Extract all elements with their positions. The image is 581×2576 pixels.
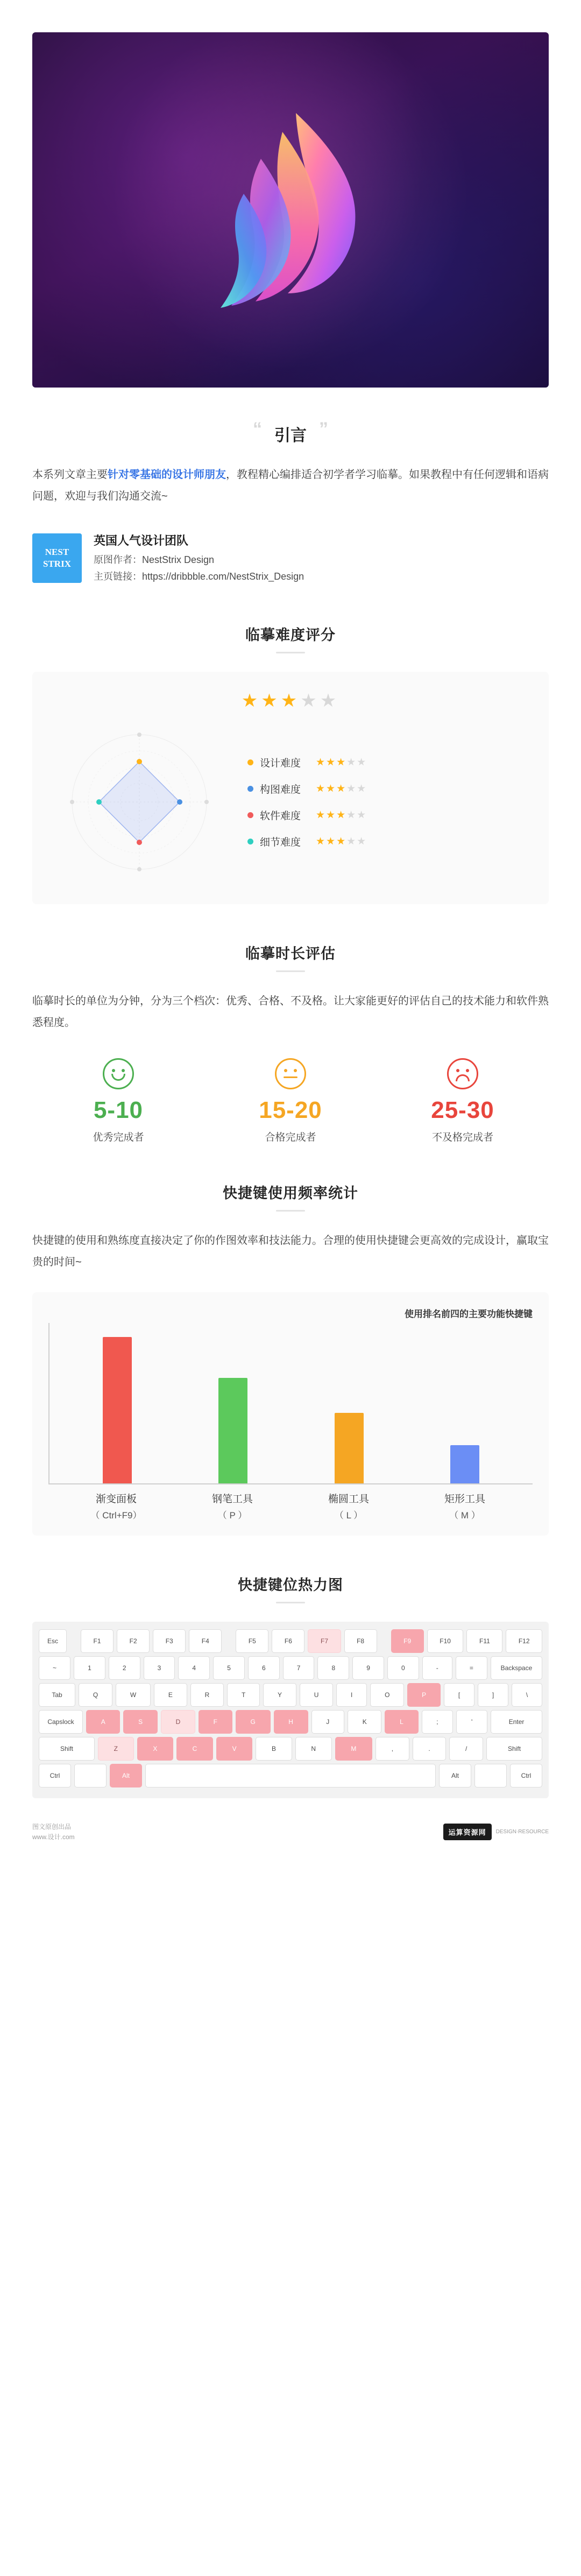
- duration-levels: [32, 1058, 549, 1144]
- legend-dot-composition: [247, 786, 253, 792]
- quote-close-icon: ”: [319, 419, 328, 439]
- key-k[interactable]: K: [348, 1710, 381, 1734]
- legend-stars-off-composition: ★★: [346, 783, 367, 794]
- intro-paragraph-highlight: 针对零基础的设计师朋友: [108, 469, 226, 481]
- bar-pen-tool: [218, 1378, 247, 1483]
- smile-face-icon: [103, 1058, 134, 1089]
- radar-chart: [51, 721, 228, 883]
- key-tab[interactable]: Tab: [39, 1683, 75, 1707]
- key-8[interactable]: 8: [317, 1656, 349, 1680]
- xlabel-pen-tool: 钢笔工具 （ P ）: [211, 1493, 253, 1521]
- overall-rating: [51, 690, 530, 712]
- legend-stars-on-software: ★★★: [316, 809, 347, 821]
- key--[interactable]: ,: [375, 1737, 409, 1761]
- key-m[interactable]: M: [335, 1737, 372, 1761]
- key--[interactable]: .: [413, 1737, 447, 1761]
- duration-caption-pass: 合格完成者: [265, 1131, 316, 1143]
- key-l[interactable]: L: [385, 1710, 418, 1734]
- key-f12[interactable]: F12: [506, 1629, 542, 1653]
- legend-stars-on-composition: ★★★: [316, 783, 347, 794]
- xlabel-ellipse-tool: 椭圆工具 （ L ）: [328, 1493, 369, 1521]
- bar-rect-tool: [450, 1445, 479, 1483]
- key-f3[interactable]: F3: [153, 1629, 186, 1653]
- key-p[interactable]: P: [407, 1683, 441, 1707]
- key--[interactable]: [: [444, 1683, 474, 1707]
- neutral-face-icon: [275, 1058, 306, 1089]
- footer-line2: www.设计.com: [32, 1833, 75, 1841]
- duration-title: 临摹时长评估: [245, 945, 336, 962]
- key-f10[interactable]: F10: [427, 1629, 464, 1653]
- key-f5[interactable]: F5: [236, 1629, 268, 1653]
- key-f6[interactable]: F6: [272, 1629, 304, 1653]
- key-f11[interactable]: F11: [466, 1629, 502, 1653]
- legend-item-software: [247, 802, 530, 828]
- key-enter[interactable]: Enter: [491, 1710, 542, 1734]
- key-blank[interactable]: [74, 1764, 107, 1787]
- key--[interactable]: ;: [422, 1710, 454, 1734]
- key-4[interactable]: 4: [178, 1656, 210, 1680]
- bar-ellipse-tool: [335, 1413, 364, 1483]
- duration-paragraph: 临摹时长的单位为分钟，分为三个档次：优秀、合格、不及格。让大家能更好的评估自己的技术能力和软件熟悉程度。: [32, 995, 549, 1029]
- legend-item-composition: [247, 776, 530, 802]
- legend-label-detail: 细节难度: [260, 836, 301, 848]
- author-card: [32, 531, 549, 586]
- keyboard-row: [39, 1656, 542, 1680]
- key-capslock[interactable]: Capslock: [39, 1710, 83, 1734]
- duration-level-pass: [204, 1058, 377, 1144]
- key-f4[interactable]: F4: [189, 1629, 222, 1653]
- hero-banner: [32, 32, 549, 388]
- key--[interactable]: ~: [39, 1656, 70, 1680]
- key-backspace[interactable]: Backspace: [491, 1656, 542, 1680]
- keyboard-heatmap: [32, 1622, 549, 1798]
- svg-text:STRIX: STRIX: [43, 558, 71, 569]
- legend-label-software: 软件难度: [260, 810, 301, 822]
- key-g[interactable]: G: [236, 1710, 271, 1734]
- legend-stars-off-detail: ★★: [346, 835, 367, 847]
- page-footer: [0, 1814, 581, 1856]
- key-5[interactable]: 5: [213, 1656, 245, 1680]
- intro-paragraph-a: 本系列文章主要: [32, 469, 108, 481]
- legend-stars-off-design: ★★: [346, 756, 367, 768]
- key-ctrl[interactable]: Ctrl: [510, 1764, 542, 1787]
- key-x[interactable]: X: [137, 1737, 173, 1761]
- intro-paragraph: [32, 464, 549, 507]
- key-d[interactable]: D: [161, 1710, 195, 1734]
- duration-level-excellent: [32, 1058, 204, 1144]
- key-y[interactable]: Y: [263, 1683, 296, 1707]
- key--[interactable]: ]: [478, 1683, 508, 1707]
- svg-text:NEST: NEST: [45, 546, 69, 557]
- sad-face-icon: [447, 1058, 478, 1089]
- key-e[interactable]: E: [154, 1683, 187, 1707]
- footer-badge-sub: DESIGN·RESOURCE: [495, 1829, 549, 1835]
- author-info: [94, 531, 304, 586]
- bar-chart-xlabels: [48, 1491, 533, 1524]
- author-original-line: 原图作者：NestStrix Design: [94, 554, 215, 565]
- difficulty-card: [32, 672, 549, 904]
- difficulty-legend: [233, 749, 530, 855]
- duration-level-fail: [377, 1058, 549, 1144]
- key-6[interactable]: 6: [248, 1656, 280, 1680]
- key-j[interactable]: J: [311, 1710, 344, 1734]
- key--[interactable]: -: [422, 1656, 452, 1680]
- key-9[interactable]: 9: [352, 1656, 384, 1680]
- key-u[interactable]: U: [300, 1683, 333, 1707]
- duration-caption-excellent: 优秀完成者: [93, 1131, 144, 1143]
- key-b[interactable]: B: [256, 1737, 292, 1761]
- flame-logo-icon: [202, 108, 379, 312]
- key-h[interactable]: H: [274, 1710, 308, 1734]
- article-page: [0, 32, 581, 1856]
- duration-range-fail: 25-30: [431, 1096, 494, 1123]
- duration-range-excellent: 5-10: [93, 1096, 144, 1123]
- key-0[interactable]: 0: [387, 1656, 419, 1680]
- legend-dot-design: [247, 759, 253, 765]
- keyboard-row: [39, 1737, 542, 1761]
- legend-label-design: 设计难度: [260, 757, 301, 769]
- key-alt[interactable]: Alt: [439, 1764, 471, 1787]
- xlabel-rect-tool: 矩形工具 （ M ）: [444, 1493, 485, 1521]
- bar-gradient-panel: [103, 1337, 132, 1483]
- key-esc[interactable]: Esc: [39, 1629, 67, 1653]
- key-o[interactable]: O: [370, 1683, 404, 1707]
- key--[interactable]: /: [449, 1737, 483, 1761]
- intro-paragraph-b: ，教程精心编排适合初学者学习临摹。如果教程中有任何逻辑和语病问题，欢迎与我们沟通交流~: [32, 469, 549, 502]
- author-homepage-line[interactable]: 主页链接：https://dribbble.com/NestStrix_Design: [94, 571, 304, 582]
- intro-title-wrap: [253, 419, 328, 446]
- key-f1[interactable]: F1: [81, 1629, 114, 1653]
- overall-stars-off: ★★: [300, 690, 340, 711]
- key-t[interactable]: T: [227, 1683, 260, 1707]
- key-c[interactable]: C: [176, 1737, 213, 1761]
- shortcut-freq-title: 快捷键使用频率统计: [223, 1185, 358, 1201]
- key-i[interactable]: I: [336, 1683, 367, 1707]
- key-shift[interactable]: Shift: [486, 1737, 542, 1761]
- key-n[interactable]: N: [295, 1737, 332, 1761]
- key-3[interactable]: 3: [144, 1656, 175, 1680]
- key-shift[interactable]: Shift: [39, 1737, 95, 1761]
- key-w[interactable]: W: [116, 1683, 151, 1707]
- footer-line1: 图文原创出品: [32, 1822, 72, 1831]
- key-ctrl[interactable]: Ctrl: [39, 1764, 71, 1787]
- key-gap: [380, 1629, 388, 1653]
- key-r[interactable]: R: [190, 1683, 224, 1707]
- key-alt[interactable]: Alt: [110, 1764, 142, 1787]
- key--[interactable]: \: [512, 1683, 542, 1707]
- difficulty-rule: [276, 652, 305, 653]
- legend-label-composition: 构图难度: [260, 784, 301, 796]
- key-1[interactable]: 1: [74, 1656, 105, 1680]
- duration-rule: [276, 970, 305, 972]
- overall-stars-on: ★★★: [241, 690, 301, 711]
- key-f[interactable]: F: [199, 1710, 232, 1734]
- keyboard-row: [39, 1764, 542, 1787]
- key-gap: [70, 1629, 77, 1653]
- xlabel-gradient-panel: 渐变面板 （ Ctrl+F9）: [90, 1493, 142, 1521]
- key-blank[interactable]: [474, 1764, 507, 1787]
- key-f2[interactable]: F2: [117, 1629, 150, 1653]
- legend-stars-off-software: ★★: [346, 809, 367, 821]
- author-name: 英国人气设计团队: [94, 534, 189, 547]
- difficulty-title: 临摹难度评分: [245, 627, 336, 643]
- quote-open-icon: “: [253, 419, 262, 439]
- key-q[interactable]: Q: [79, 1683, 112, 1707]
- legend-item-design: [247, 749, 530, 776]
- legend-stars-on-detail: ★★★: [316, 835, 347, 847]
- key-v[interactable]: V: [216, 1737, 252, 1761]
- keyboard-row: [39, 1629, 542, 1653]
- key-f7[interactable]: F7: [308, 1629, 341, 1653]
- intro-heading: [32, 419, 549, 446]
- legend-dot-software: [247, 812, 253, 818]
- key-s[interactable]: S: [123, 1710, 157, 1734]
- key-2[interactable]: 2: [109, 1656, 140, 1680]
- key-z[interactable]: Z: [98, 1737, 134, 1761]
- bar-chart-plot: [48, 1323, 533, 1484]
- duration-range-pass: 15-20: [259, 1096, 322, 1123]
- key-7[interactable]: 7: [283, 1656, 315, 1680]
- key-f9[interactable]: F9: [391, 1629, 424, 1653]
- legend-dot-detail: [247, 839, 253, 844]
- key-f8[interactable]: F8: [344, 1629, 377, 1653]
- footer-badge: 运算资源网: [443, 1824, 492, 1840]
- bar-chart-card: [32, 1292, 549, 1536]
- bar-chart-title: 使用排名前四的主要功能快捷键: [405, 1308, 533, 1319]
- shortcut-freq-rule: [276, 1210, 305, 1212]
- key--[interactable]: ': [456, 1710, 487, 1734]
- legend-stars-on-design: ★★★: [316, 756, 347, 768]
- key--[interactable]: =: [456, 1656, 487, 1680]
- heatmap-rule: [276, 1602, 305, 1603]
- intro-title: 引言: [274, 427, 307, 445]
- legend-item-detail: [247, 828, 530, 855]
- footer-right: [443, 1824, 549, 1840]
- key-gap: [225, 1629, 232, 1653]
- shortcut-freq-paragraph: 快捷键的使用和熟练度直接决定了你的作图效率和技法能力。合理的使用快捷键会更高效的完成设计，赢取宝贵的时间~: [32, 1234, 549, 1268]
- heatmap-title: 快捷键位热力图: [238, 1576, 343, 1593]
- duration-caption-fail: 不及格完成者: [431, 1131, 493, 1143]
- footer-left: [32, 1822, 75, 1842]
- key-blank[interactable]: [145, 1764, 436, 1787]
- keyboard-row: [39, 1683, 542, 1707]
- key-a[interactable]: A: [86, 1710, 120, 1734]
- author-logo-icon: [32, 533, 82, 583]
- keyboard-row: [39, 1710, 542, 1734]
